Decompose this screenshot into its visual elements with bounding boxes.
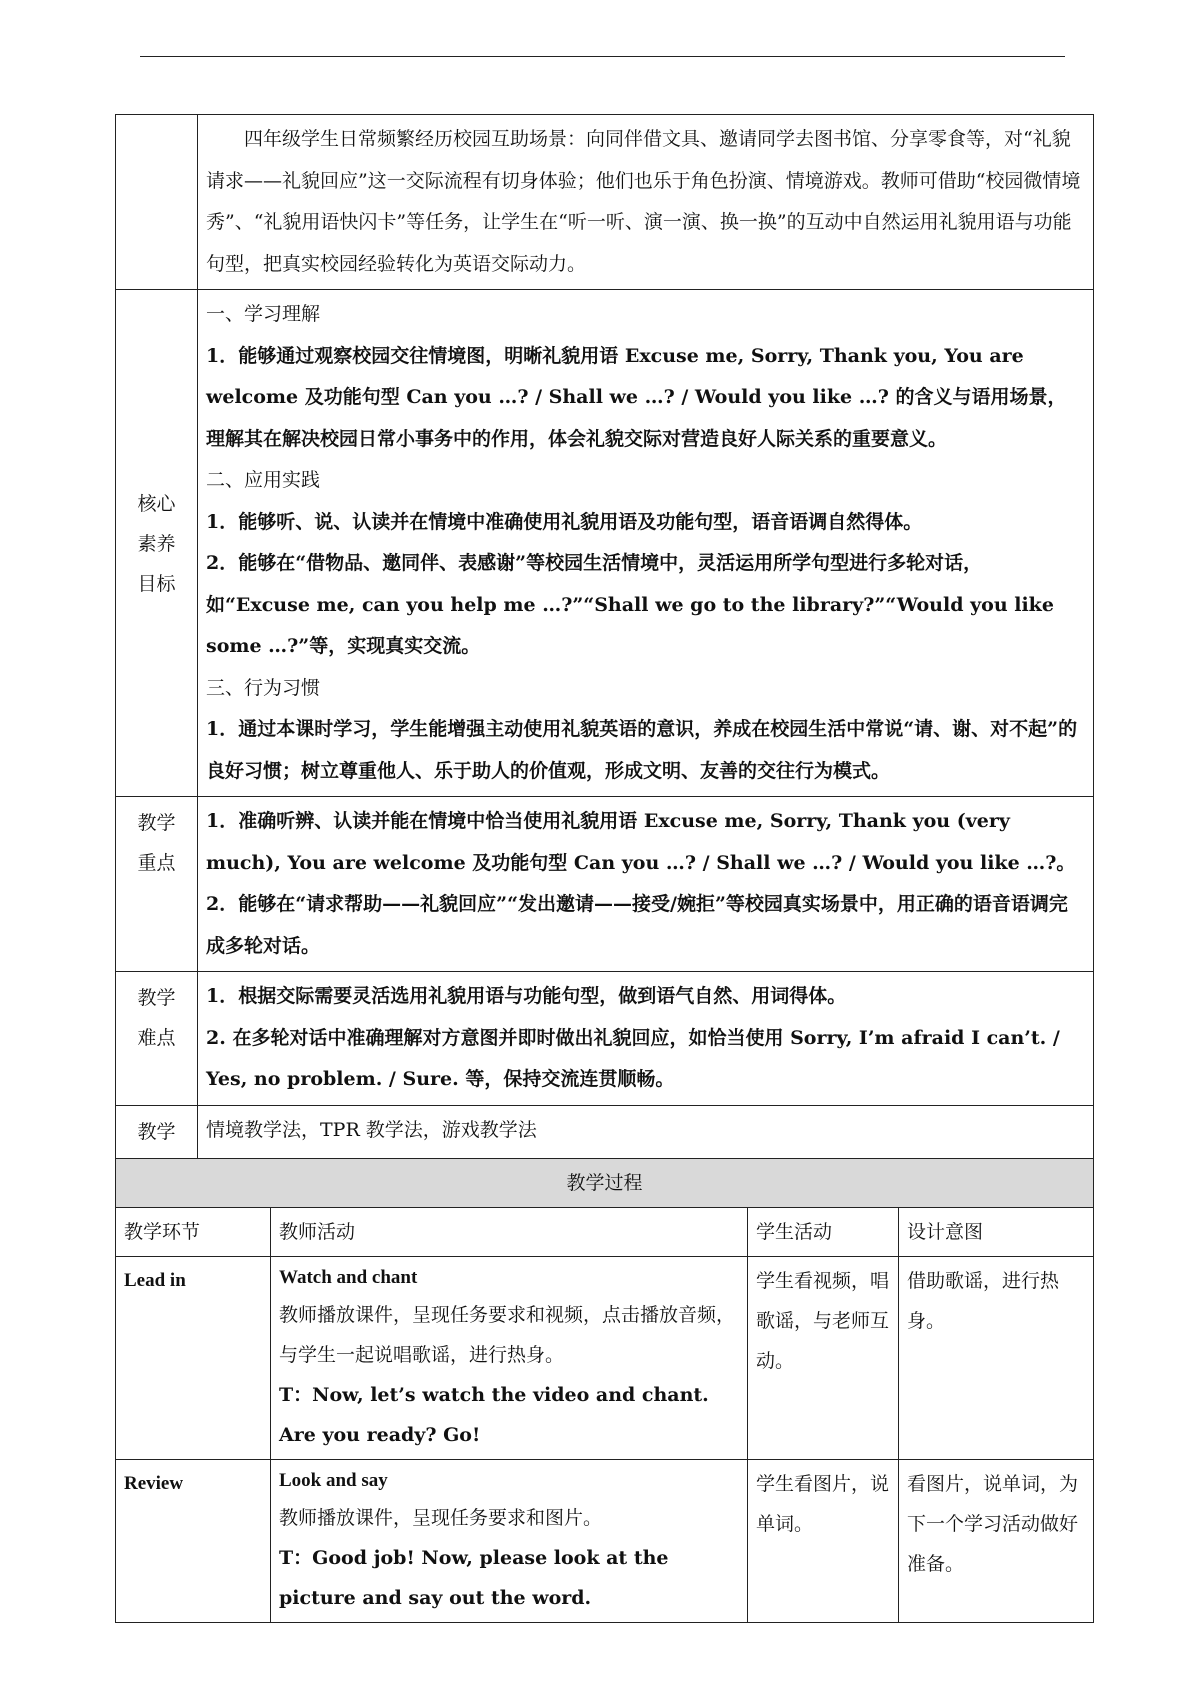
column-header: 学生活动 — [748, 1208, 899, 1257]
intent-cell: 借助歌谣，进行热身。 — [899, 1257, 1094, 1460]
process-title-row — [116, 1159, 1094, 1208]
goals-label-line: 素养 — [137, 533, 176, 555]
goals-section-title: 三、行为习惯 — [206, 676, 321, 699]
goals-section-title: 二、应用实践 — [206, 469, 321, 491]
methods-label-line: 教学 — [137, 1120, 176, 1143]
goals-item: 2．能够在“借物品、邀同伴、表感谢”等校园生活情境中，灵活运用所学句型进行多轮对话，如“Excuse me, can you help me …?”“Shall we go to the library?”“Would you like some …?”等，实现真实交流。 — [206, 552, 1054, 657]
methods-text: 情境教学法，TPR 教学法，游戏教学法 — [206, 1118, 537, 1141]
key-points-label-line: 重点 — [137, 852, 176, 874]
difficulties-label-line: 教学 — [137, 987, 176, 1009]
student-activity-cell: 学生看图片，说单词。 — [748, 1460, 899, 1623]
column-header: 教师活动 — [271, 1208, 748, 1257]
process-row — [116, 1460, 1094, 1623]
goals-section-title: 一、学习理解 — [206, 303, 321, 325]
difficulties-cell — [198, 972, 1094, 1106]
activity-title: Watch and chant — [279, 1267, 418, 1288]
intro-cell — [198, 115, 1094, 290]
activity-title: Look and say — [279, 1470, 388, 1491]
activity-quote: T：Good job! Now, please look at the picture and say out the word. — [279, 1547, 669, 1609]
process-title: 教学过程 — [116, 1159, 1094, 1208]
stage-cell: Lead in — [116, 1257, 271, 1460]
difficulties-label — [116, 972, 198, 1106]
difficulty-item: 1．根据交际需要灵活选用礼貌用语与功能句型，做到语气自然、用词得体。 — [206, 985, 847, 1007]
goals-label-line: 目标 — [137, 573, 176, 595]
difficulties-row — [116, 972, 1094, 1106]
process-header-row — [116, 1208, 1094, 1257]
process-row — [116, 1257, 1094, 1460]
intro-label-cell — [116, 115, 198, 290]
intro-text: 四年级学生日常频繁经历校园互助场景：向同伴借文具、邀请同学去图书馆、分享零食等，对“礼貌请求——礼貌回应”这一交际流程有切身体验；他们也乐于角色扮演、情境游戏。教师可借助“校园微情境秀”、“礼貌用语快闪卡”等任务，让学生在“听一听、演一演、换一换”的互动中自然运用礼貌用语与功能句型，把真实校园经验转化为英语交际动力。 — [206, 128, 1081, 275]
key-point-item: 2．能够在“请求帮助——礼貌回应”“发出邀请——接受/婉拒”等校园真实场景中，用正确的语音语调完成多轮对话。 — [206, 893, 1068, 957]
key-point-item: 1．准确听辨、认读并能在情境中恰当使用礼貌用语 Excuse me, Sorry, Thank you (very much), You are welcome 及功能句型 Can you …? / Shall we …? / Would you like …?。 — [206, 810, 1076, 874]
header-rule — [140, 56, 1065, 57]
teacher-activity-cell — [271, 1257, 748, 1460]
activity-desc: 教师播放课件，呈现任务要求和图片。 — [279, 1507, 603, 1529]
column-header: 教学环节 — [116, 1208, 271, 1257]
key-points-row — [116, 797, 1094, 972]
goals-item: 1．能够听、说、认读并在情境中准确使用礼貌用语及功能句型，语音语调自然得体。 — [206, 510, 923, 533]
goals-cell — [198, 290, 1094, 797]
intro-row — [116, 115, 1094, 290]
goals-label-line: 核心 — [137, 493, 176, 515]
goals-item: 1．能够通过观察校园交往情境图，明晰礼貌用语 Excuse me, Sorry, Thank you, You are welcome 及功能句型 Can you …? / Shall we …? / Would you like …? 的含义与语用场景，理解其在解决校园日常小事务中的作用，体会礼貌交际对营造良好人际关系的重要意义。 — [206, 344, 1067, 450]
goals-label — [116, 290, 198, 797]
stage-cell: Review — [116, 1460, 271, 1623]
column-header: 设计意图 — [899, 1208, 1094, 1257]
intent-cell: 看图片，说单词，为下一个学习活动做好准备。 — [899, 1460, 1094, 1623]
activity-desc: 教师播放课件，呈现任务要求和视频，点击播放音频，与学生一起说唱歌谣，进行热身。 — [279, 1304, 736, 1366]
goals-row — [116, 290, 1094, 797]
difficulty-item: 2. 在多轮对话中准确理解对方意图并即时做出礼貌回应，如恰当使用 Sorry, I’m afraid I can’t. / Yes, no problem. / Sure. 等，保持交流连贯顺畅。 — [206, 1026, 1060, 1090]
process-table — [115, 1158, 1094, 1623]
difficulties-label-line: 难点 — [137, 1027, 176, 1049]
key-points-label — [116, 797, 198, 972]
student-activity-cell: 学生看视频，唱歌谣，与老师互动。 — [748, 1257, 899, 1460]
activity-quote: T：Now, let’s watch the video and chant. Are you ready? Go! — [279, 1384, 709, 1446]
goals-item: 1．通过本课时学习，学生能增强主动使用礼貌英语的意识，养成在校园生活中常说“请、谢、对不起”的良好习惯；树立尊重他人、乐于助人的价值观，形成文明、友善的交往行为模式。 — [206, 718, 1078, 782]
lesson-info-table — [115, 114, 1094, 1197]
teacher-activity-cell — [271, 1460, 748, 1623]
key-points-cell — [198, 797, 1094, 972]
key-points-label-line: 教学 — [137, 812, 176, 834]
